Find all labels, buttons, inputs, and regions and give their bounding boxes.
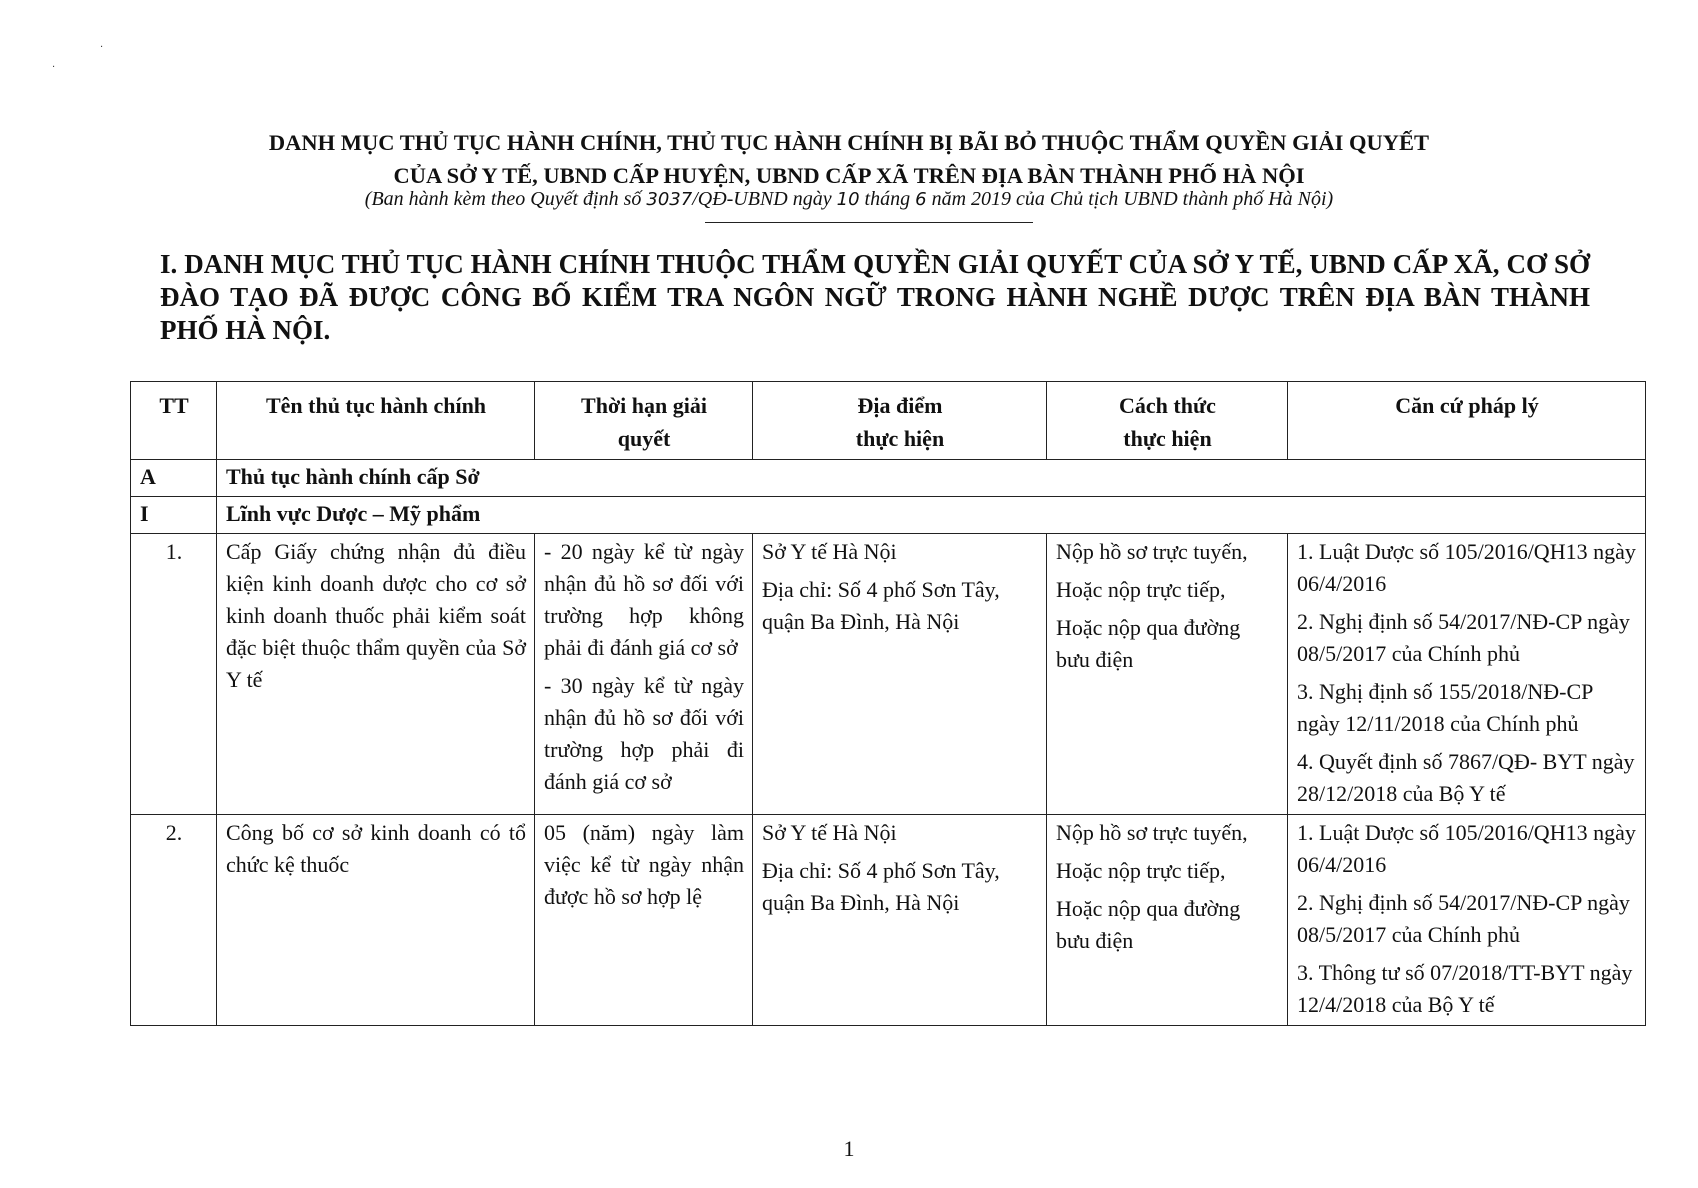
row-1-legal-4: 4. Quyết định số 7867/QĐ- BYT ngày 28/12/2018 của Bộ Y tế xyxy=(1297,749,1635,806)
header-name: Tên thủ tục hành chính xyxy=(217,382,535,460)
group-i-label: Lĩnh vực Dược – Mỹ phẩm xyxy=(217,497,1646,534)
subtitle-suffix: năm 2019 của Chủ tịch UBND thành phố Hà Nội) xyxy=(926,188,1334,210)
row-2-time: 05 (năm) ngày làm việc kể từ ngày nhận được hồ sơ hợp lệ xyxy=(535,815,753,1026)
row-1-method-1: Nộp hồ sơ trực tuyến, xyxy=(1056,539,1248,564)
document-title-line-1: DANH MỤC THỦ TỤC HÀNH CHÍNH, THỦ TỤC HÀNH CHÍNH BỊ BÃI BỎ THUỘC THẨM QUYỀN GIẢI QUYẾT xyxy=(268,130,1430,155)
procedure-table xyxy=(130,381,1646,1026)
scan-speck: · xyxy=(100,42,104,53)
title-divider xyxy=(705,222,1033,223)
row-2-method-3: Hoặc nộp qua đường bưu điện xyxy=(1056,896,1241,953)
header-legal: Căn cứ pháp lý xyxy=(1288,382,1646,460)
header-place-line-1: Địa điểm xyxy=(857,393,943,418)
header-tt: TT xyxy=(131,382,217,460)
document-title xyxy=(0,126,1698,192)
header-time xyxy=(535,382,753,460)
header-place xyxy=(753,382,1047,460)
row-1-legal-3: 3. Nghị định số 155/2018/NĐ-CP ngày 12/11/2018 của Chính phủ xyxy=(1297,679,1593,736)
row-1-method-2: Hoặc nộp trực tiếp, xyxy=(1056,577,1226,602)
row-1-name: Cấp Giấy chứng nhận đủ điều kiện kinh doanh dược cho cơ sở kinh doanh thuốc phải kiểm soát đặc biệt thuộc thẩm quyền của Sở Y tế xyxy=(217,534,535,815)
row-1-time-b: - 30 ngày kể từ ngày nhận đủ hồ sơ đối với trường hợp phải đi đánh giá cơ sở xyxy=(544,673,744,794)
page-number: 1 xyxy=(843,1136,855,1161)
row-1-tt: 1. xyxy=(131,534,217,815)
row-2-method xyxy=(1047,815,1288,1026)
group-a-code: A xyxy=(131,460,217,497)
row-1-place-address: Địa chỉ: Số 4 phố Sơn Tây, quận Ba Đình, Hà Nội xyxy=(762,577,1000,634)
row-1-method-3: Hoặc nộp qua đường bưu điện xyxy=(1056,615,1241,672)
table-row xyxy=(131,534,1646,815)
subtitle-mid-2: tháng xyxy=(859,188,916,210)
row-2-method-1: Nộp hồ sơ trực tuyến, xyxy=(1056,820,1248,845)
row-1-time xyxy=(535,534,753,815)
header-place-line-2: thực hiện xyxy=(855,426,945,451)
group-row-a xyxy=(131,460,1646,497)
table-row xyxy=(131,815,1646,1026)
group-a-label: Thủ tục hành chính cấp Sở xyxy=(217,460,1646,497)
row-2-place xyxy=(753,815,1047,1026)
row-2-name: Công bố cơ sở kinh doanh có tổ chức kệ thuốc xyxy=(217,815,535,1026)
handwritten-day: 10 xyxy=(836,189,860,210)
group-row-i xyxy=(131,497,1646,534)
row-2-legal-1: 1. Luật Dược số 105/2016/QH13 ngày 06/4/2016 xyxy=(1297,820,1636,877)
row-1-legal-1: 1. Luật Dược số 105/2016/QH13 ngày 06/4/2016 xyxy=(1297,539,1636,596)
scan-speck: · xyxy=(52,62,56,73)
table-header-row xyxy=(131,382,1646,460)
row-2-method-2: Hoặc nộp trực tiếp, xyxy=(1056,858,1226,883)
header-method-line-1: Cách thức xyxy=(1119,393,1216,418)
row-2-place-name: Sở Y tế Hà Nội xyxy=(762,820,897,845)
row-1-time-a: - 20 ngày kể từ ngày nhận đủ hồ sơ đối với trường hợp không phải đi đánh giá cơ sở xyxy=(544,539,744,660)
subtitle-prefix: (Ban hành kèm theo Quyết định số xyxy=(364,188,647,210)
section-heading: I. DANH MỤC THỦ TỤC HÀNH CHÍNH THUỘC THẨM QUYỀN GIẢI QUYẾT CỦA SỞ Y TẾ, UBND CẤP XÃ, CƠ SỞ ĐÀO TẠO ĐÃ ĐƯỢC CÔNG BỐ KIỂM TRA NGÔN NGỮ TRONG HÀNH NGHỀ DƯỢC TRÊN ĐỊA BÀN THÀNH PHỐ HÀ NỘI. xyxy=(160,249,1590,345)
row-2-legal-2: 2. Nghị định số 54/2017/NĐ-CP ngày 08/5/2017 của Chính phủ xyxy=(1297,890,1630,947)
document-title-line-2: CỦA SỞ Y TẾ, UBND CẤP HUYỆN, UBND CẤP XÃ TRÊN ĐỊA BÀN THÀNH PHỐ HÀ NỘI xyxy=(393,163,1305,188)
header-method xyxy=(1047,382,1288,460)
row-2-legal-3: 3. Thông tư số 07/2018/TT-BYT ngày 12/4/2018 của Bộ Y tế xyxy=(1297,960,1633,1017)
group-i-code: I xyxy=(131,497,217,534)
handwritten-month: 6 xyxy=(915,189,927,210)
document-subtitle xyxy=(0,186,1698,213)
subtitle-mid-1: /QĐ-UBND ngày xyxy=(692,188,837,210)
row-1-method xyxy=(1047,534,1288,815)
header-time-line-2: quyết xyxy=(617,426,671,451)
row-2-legal xyxy=(1288,815,1646,1026)
row-1-legal xyxy=(1288,534,1646,815)
row-1-legal-2: 2. Nghị định số 54/2017/NĐ-CP ngày 08/5/2017 của Chính phủ xyxy=(1297,609,1630,666)
header-method-line-2: thực hiện xyxy=(1123,426,1212,451)
handwritten-decision-number: 3037 xyxy=(646,189,693,210)
row-2-place-address: Địa chỉ: Số 4 phố Sơn Tây, quận Ba Đình, Hà Nội xyxy=(762,858,1000,915)
row-1-place-name: Sở Y tế Hà Nội xyxy=(762,539,897,564)
row-1-place xyxy=(753,534,1047,815)
row-2-tt: 2. xyxy=(131,815,217,1026)
header-time-line-1: Thời hạn giải xyxy=(581,393,707,418)
